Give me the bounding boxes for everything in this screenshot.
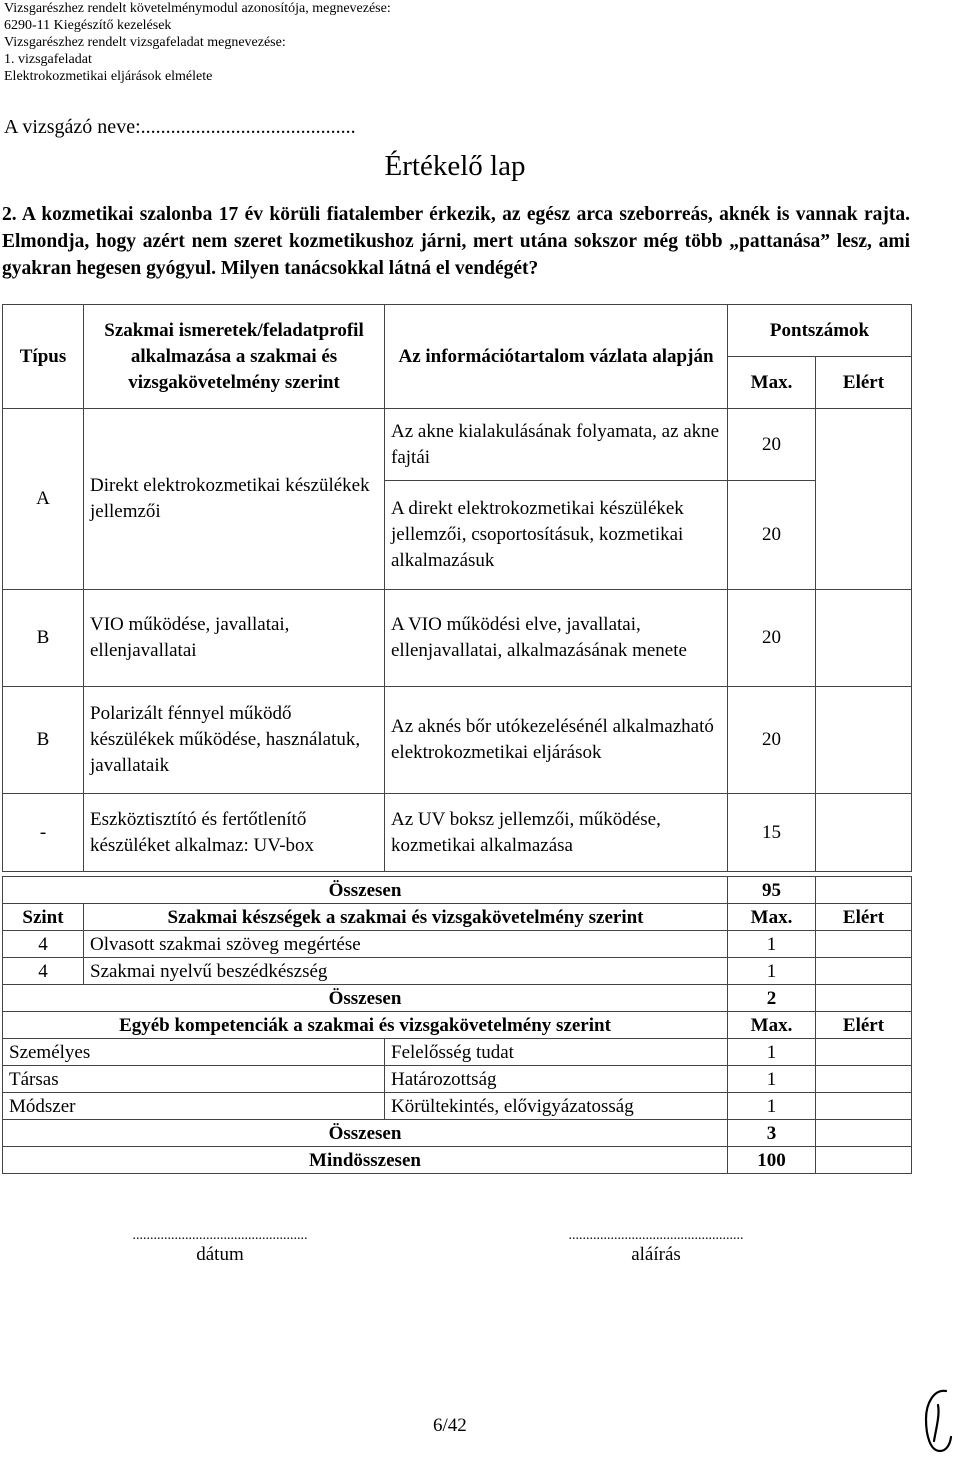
competencies-header — [3, 1012, 912, 1039]
skill-max: 1 — [728, 958, 816, 985]
header-line: Elektrokozmetikai eljárások elmélete — [4, 69, 213, 84]
row-type: - — [3, 794, 84, 872]
skill-label: Szakmai nyelvű beszédkészség — [84, 958, 728, 985]
date-line[interactable]: .................................................. — [132, 1228, 308, 1243]
total-value: 2 — [728, 985, 816, 1012]
header-line: Vizsgarészhez rendelt vizsgafeladat megnevezése: — [4, 35, 286, 50]
row-max: 20 — [728, 687, 816, 794]
col-header-profile: Szakmai ismeretek/feladatprofil alkalmazása a szakmai és vizsgakövetelmény szerint — [84, 305, 385, 409]
total-value: 95 — [728, 877, 816, 904]
table-row — [3, 931, 912, 958]
col-header-info: Az információtartalom vázlata alapján — [385, 305, 728, 409]
header-line: 1. vizsgafeladat — [4, 52, 92, 67]
row-info: Az UV boksz jellemzői, működése, kozmetikai alkalmazása — [385, 794, 728, 872]
row-achieved[interactable] — [816, 590, 912, 687]
row-profile: VIO működése, javallatai, ellenjavallatai — [84, 590, 385, 687]
skill-label: Olvasott szakmai szöveg megértése — [84, 931, 728, 958]
row-achieved[interactable] — [816, 409, 912, 590]
row-max: 20 — [728, 409, 816, 481]
total-achieved[interactable] — [816, 877, 912, 904]
skill-achieved[interactable] — [816, 931, 912, 958]
table-row — [3, 590, 912, 687]
evaluation-table — [2, 304, 912, 872]
competency-achieved[interactable] — [816, 1066, 912, 1093]
date-label: dátum — [196, 1244, 244, 1265]
total-row — [3, 1120, 912, 1147]
skills-header — [3, 904, 912, 931]
page-title-text: Értékelő lap — [384, 150, 526, 182]
sign-signature-block — [524, 1228, 788, 1266]
col-header-level: Szint — [3, 904, 84, 931]
row-info: Az aknés bőr utókezelésénél alkalmazható elektrokozmetikai eljárások — [385, 687, 728, 794]
competency-label: Felelősség tudat — [385, 1039, 728, 1066]
row-type: B — [3, 590, 84, 687]
competency-max: 1 — [728, 1093, 816, 1120]
row-achieved[interactable] — [816, 687, 912, 794]
table-row — [3, 409, 912, 481]
table-row — [3, 958, 912, 985]
skill-achieved[interactable] — [816, 958, 912, 985]
total-label: Összesen — [3, 877, 728, 904]
grand-total-achieved[interactable] — [816, 1147, 912, 1174]
total-achieved[interactable] — [816, 1120, 912, 1147]
row-info: Az akne kialakulásának folyamata, az akne fajtái — [385, 409, 728, 481]
row-achieved[interactable] — [816, 794, 912, 872]
competency-type: Személyes — [3, 1039, 385, 1066]
total-label: Összesen — [3, 985, 728, 1012]
col-header-achieved: Elért — [816, 357, 912, 409]
handwritten-initial — [920, 1385, 956, 1457]
competency-achieved[interactable] — [816, 1093, 912, 1120]
row-profile: Eszköztisztító és fertőtlenítő készüléket alkalmaz: UV-box — [84, 794, 385, 872]
skill-max: 1 — [728, 931, 816, 958]
row-max: 20 — [728, 590, 816, 687]
col-header-achieved: Elért — [816, 1012, 912, 1039]
header-line: 6290-11 Kiegészítő kezelések — [4, 18, 172, 33]
col-header-max: Max. — [728, 357, 816, 409]
signature-line[interactable]: .................................................. — [568, 1228, 744, 1243]
page-title — [0, 150, 910, 183]
competency-max: 1 — [728, 1039, 816, 1066]
competency-max: 1 — [728, 1066, 816, 1093]
competency-achieved[interactable] — [816, 1039, 912, 1066]
task-question: 2. A kozmetikai szalonba 17 év körüli fiatalember érkezik, az egész arca szeborreás, aknék is vannak rajta. Elmondja, hogy azért nem szeret kozmetikushoz járni, mert utána sokszor még több „pattanása” lesz, ami gyakran hegesen gyógyul. Milyen tanácsokkal látná el vendégét? — [2, 204, 910, 279]
row-max: 15 — [728, 794, 816, 872]
table-row — [3, 1039, 912, 1066]
header-line: Vizsgarészhez rendelt követelménymodul azonosítója, megnevezése: — [4, 1, 391, 16]
col-header-competencies: Egyéb kompetenciák a szakmai és vizsgakövetelmény szerint — [3, 1012, 728, 1039]
competency-label: Körültekintés, elővigyázatosság — [385, 1093, 728, 1120]
col-header-achieved: Elért — [816, 904, 912, 931]
table-row — [3, 1066, 912, 1093]
row-type: A — [3, 409, 84, 590]
table-row — [3, 1093, 912, 1120]
grand-total-row — [3, 1147, 912, 1174]
col-header-points: Pontszámok — [728, 305, 912, 357]
skill-level: 4 — [3, 958, 84, 985]
candidate-name-field: A vizsgázó neve:........................................... — [4, 116, 356, 138]
signature-label: aláírás — [631, 1244, 681, 1265]
row-info: A direkt elektrokozmetikai készülékek jellemzői, csoportosításuk, kozmetikai alkalmazásuk — [385, 481, 728, 590]
total-achieved[interactable] — [816, 985, 912, 1012]
skill-level: 4 — [3, 931, 84, 958]
table-row — [3, 794, 912, 872]
col-header-max: Max. — [728, 904, 816, 931]
grand-total-value: 100 — [728, 1147, 816, 1174]
grand-total-label: Mindösszesen — [3, 1147, 728, 1174]
document-header — [4, 0, 391, 85]
row-profile: Direkt elektrokozmetikai készülékek jellemzői — [84, 409, 385, 590]
total-label: Összesen — [3, 1120, 728, 1147]
total-row — [3, 877, 912, 904]
row-max: 20 — [728, 481, 816, 590]
date-signature-block — [88, 1228, 352, 1266]
row-type: B — [3, 687, 84, 794]
col-header-max: Max. — [728, 1012, 816, 1039]
competency-type: Módszer — [3, 1093, 385, 1120]
page-number: 6/42 — [433, 1415, 467, 1436]
skills-competencies-table — [2, 876, 912, 1174]
row-info: A VIO működési elve, javallatai, ellenjavallatai, alkalmazásának menete — [385, 590, 728, 687]
total-row — [3, 985, 912, 1012]
row-profile: Polarizált fénnyel működő készülékek működése, használatuk, javallataik — [84, 687, 385, 794]
competency-type: Társas — [3, 1066, 385, 1093]
total-value: 3 — [728, 1120, 816, 1147]
competency-label: Határozottság — [385, 1066, 728, 1093]
col-header-skills: Szakmai készségek a szakmai és vizsgakövetelmény szerint — [84, 904, 728, 931]
table-row — [3, 687, 912, 794]
col-header-tipus: Típus — [3, 305, 84, 409]
